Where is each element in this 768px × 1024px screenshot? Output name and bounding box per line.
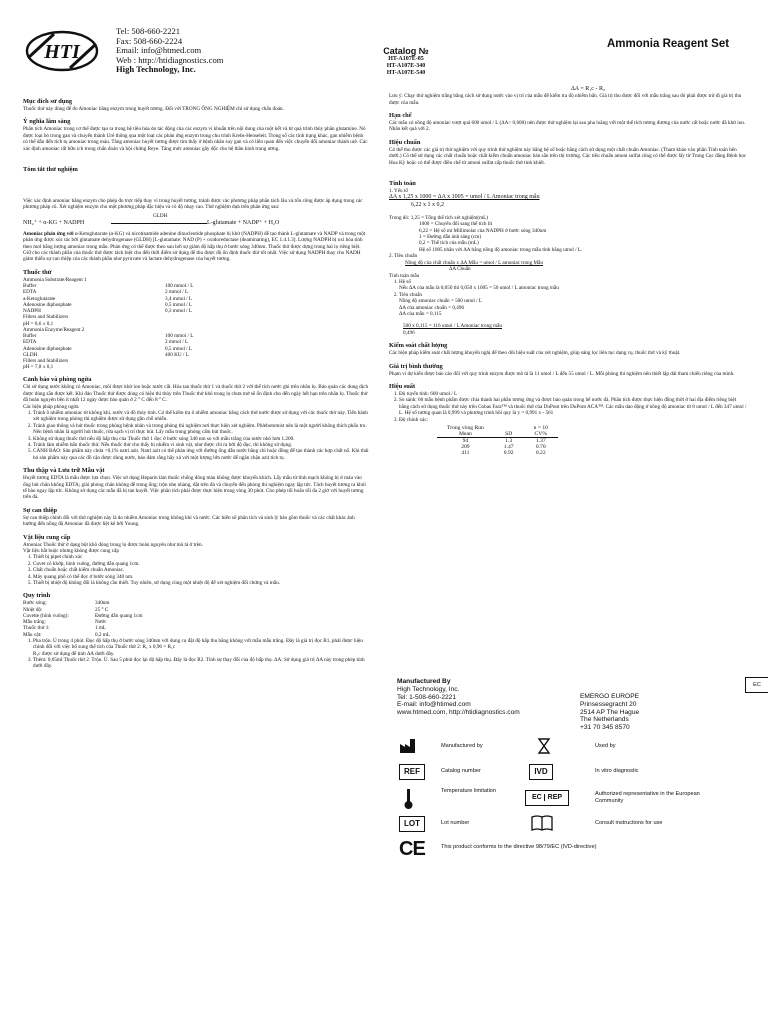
- reagent-name: pH = 8,6 ± 0,1: [23, 320, 54, 327]
- procedure-heading: Quy trình: [23, 592, 51, 600]
- table-header: Trong vòng Run: [447, 425, 484, 432]
- table-row: 94 1.3 1.37: [462, 438, 546, 445]
- ec-rep-symbol: [525, 790, 569, 806]
- hourglass-icon: [537, 738, 551, 754]
- list-item: 2. Tránh giao thông và hút thuốc trong phòng bệnh nhân và trong phòng thí nghiệm nơi thực hiện xét nghiệm. Phlebotomist nên là một người không thích phẩu tro. Nên bệnh nhân là người hút thuốc, rửa sạch vị trí thực hút. Lấy mẫu trong phòng cấm hút thuốc.: [33, 423, 369, 436]
- right-column: [389, 86, 747, 456]
- list-item-note: R₁c được sử dụng để tính ΔA dưới đây.: [33, 650, 115, 657]
- calc-std-denominator: ΔA Chuẩn: [449, 266, 471, 273]
- reagent-name: Fillers and Stabilizers: [23, 314, 69, 321]
- principle-text: α-Ketoglutarate (α-KG) và nicotinamide adenine dinucleotide phosphate bị khử (NADPH) để tạo thành L-glutamate và NADP và trong một phản ứng được xúc tác bởi glutamate dehydrogenase (GLDH) [L-glutamate: NAD (P) + oxidoreductase (deaminating), EC 1.4.1.3]. Lượng NADPH bị oxi hóa tính theo mol bằng lượng amoniac trong mẫu. Phản ứng có thể được theo sau bởi sự giảm độ hấp thụ ở bước sóng 340nm. Thuốc thử được dựng trong hai lọ riêng biệt. Giữ cho các thành phần của thuốc thử được tách biệt cho đến thời điểm sử dụng để thu được độ ổn định thuốc thử tốt nhất. Việc sử dụng NADPH thay cho NADH giảm thiểu sự can thiệp của các thành phần như pyruvate và lactate dehydrogenase của huyết tương.: [23, 230, 366, 263]
- param-value: 340nm: [95, 600, 110, 607]
- factory-icon: [399, 738, 417, 754]
- reagent-value: 0,5 mmol / L: [165, 345, 193, 352]
- list-item: 1. Pha trộn. Ủ trong 4 phút. Đọc độ hấp thụ ở bước sóng 340nm với dung cụ đặt độ hấp thu bằng không với mẫu mẫu trắng. Đây là giá trị đọc R1, phải được hiệu chỉnh đối với việc bổ sung thể tích của Thuốc thử 2: R₁ x 0,96 = R₁c: [33, 638, 369, 651]
- param-value: 0,2 mL: [95, 631, 110, 638]
- reagent-name: EDTA: [23, 339, 37, 346]
- precautions-list: [23, 410, 369, 461]
- materials-heading: Vật liệu cung cấp: [23, 533, 71, 541]
- lot-number-label: Lot number: [441, 820, 470, 826]
- clinical-heading: Ý nghĩa lâm sàng: [23, 118, 71, 126]
- reagent-value: 3,4 mmol / L: [165, 295, 193, 302]
- reagent-name: NADPH: [23, 308, 41, 315]
- lot-symbol: LOT: [399, 816, 425, 832]
- catalog-code: HT-A107E-340: [386, 63, 426, 70]
- calibration-heading: Hiệu chuẩn: [389, 138, 421, 146]
- manufacturer-title: Manufactured By: [397, 678, 451, 685]
- param-value: Nước: [95, 619, 107, 626]
- svg-text:i: i: [541, 821, 543, 828]
- purpose-text: Thuốc thử này dùng để đo Amoniac bằng enzym trong huyết tương. Đối với TRONG ỐNG NGHIỆM chỉ sử dụng chẩn đoán.: [23, 106, 284, 112]
- delta-formula: ΔA = R₁c - R₂: [570, 86, 606, 92]
- param-name: Thuốc thử 1:: [23, 625, 50, 632]
- list-item: 3. Chất chuẩn hoặc chất kiểm chuẩn Amoniac.: [33, 567, 369, 573]
- example-text: Nếu ΔA của mẫu là 0,050 thì 0,050 x 1005 = 50 umol / L amoniac trong mẫu: [399, 285, 559, 292]
- calc-example-list: [389, 279, 747, 317]
- list-item: 1. Thiết bị pipet chính xác: [33, 554, 369, 560]
- calc-where: Trong đó: 1,25 = Tổng thể tích xét nghiệm(mL): [389, 214, 489, 221]
- symbols-legend: [397, 738, 757, 858]
- collection-heading: Thu thập và Lưu trữ Mẫu vật: [23, 467, 105, 475]
- example-title: Tiêu chuẩn: [399, 291, 423, 298]
- calc-formula: ΔA x 1,25 x 1000 = ΔA x 1005 = umol / L Amoniac trong mẫu: [389, 194, 540, 201]
- calc-def: 1 = Đường dẫn ánh sáng (cm): [419, 234, 482, 241]
- calc-step-1: 1. Yếu tố: [389, 188, 408, 195]
- calibration-text: Có thể thu được các giá trị thử nghiệm với quy trình thử nghiệm này bằng hệ số hoặc bằng cách sử dụng một chất chuẩn Amoniac. (Tham khảo vào phần Tính toán bên dưới.) Có thể sử dụng các chất chuẩn hoặc chất kiểm chuẩn amoniac bán sẵn trên thị trường. Các tiêu chuẩn amoni sulfat cũng có thể được lấy từ Trung Cục đăng Bệnh học Hoa Kỳ hoặc có thể được điều chế từ amoni sulfat cấp thuốc thử tinh khiết.: [389, 146, 747, 166]
- calc-def: 1000 = Chuyển đổi sang thể tích lít: [419, 221, 493, 228]
- reagent-name: pH = 7,8 ± 0,1: [23, 364, 54, 371]
- principle-label: Amoniac phản ứng với: [23, 230, 74, 237]
- calc-def: 6,22 = Hệ số mi Millimolar của NADPH ở bước sóng 340nm: [419, 227, 547, 234]
- reagent-name: Adenosine diphosphate: [23, 301, 72, 308]
- calculation-heading: Tính toán: [389, 180, 416, 188]
- list-item: [399, 292, 747, 318]
- consult-label: Consult instructions for use: [595, 820, 663, 826]
- reagent1-title: Ammonia Substrate/Reagent 1: [23, 276, 87, 283]
- reaction: [23, 213, 369, 231]
- summary-text: Việc xác định amoniac bằng enzym cho phép đo trực tiếp thay vì trong huyết tương, tránh được các phương pháp phân tách lâu và tốn công được áp dụng trong các phương pháp cũ. Xét nghiệm enzym cho một phương pháp đặc hiệu và có độ nhạy cao. Thử nghiệm dựa trên phản ứng sau:: [23, 198, 363, 211]
- purpose-heading: Mục đích sử dụng: [23, 98, 73, 105]
- precision-table: [437, 425, 558, 456]
- ec-tab: EC: [745, 677, 768, 693]
- qc-heading: Kiểm soát chất lượng: [389, 342, 448, 350]
- list-item: 3. Không sử dụng thuốc thử nếu độ hấp thụ của Thuốc thử 1 đọc ở bước sóng 340 nm so với mẫu trắng của nước nhỏ hơn 1.200.: [33, 436, 369, 442]
- calc-definitions: [389, 221, 747, 253]
- logo-text: HTI: [44, 41, 80, 63]
- left-column: [23, 98, 369, 670]
- column-header: SD: [505, 431, 513, 438]
- warnings-heading: Cảnh báo và phòng ngừa: [23, 376, 92, 384]
- thermometer-icon: [403, 788, 415, 810]
- reaction-enzyme: GLDH: [153, 212, 168, 219]
- performance-heading: Hiệu suất: [389, 382, 416, 390]
- param-name: Mẫu vật:: [23, 631, 42, 638]
- example-line: ΔA của mẫu = 0,115: [399, 310, 442, 317]
- fax-text: Fax: 508-660-2224: [116, 35, 183, 46]
- list-item: 4. Tránh làm nhiễm bẩn thuốc thử. Nếu thuốc thử cho thấy bị nhiễm vi sinh vật, như được chỉ ra bởi độ đục, thì không sử dụng.: [33, 442, 369, 448]
- param-name: Mẫu trắng:: [23, 619, 46, 626]
- reagent-value: [165, 364, 205, 370]
- collection-text: Huyết tương EDTA là mẫu được lựa chọn. Việc sử dụng Heparin làm thuốc chống đông máu không được khuyến khích. Lấy mẫu từ tĩnh mạch không bị ứ máu vào ống hút chân không EDTA; giải phóng chân không để trong ống; trộn nhẹ nhàng, đặt trên đá và chuyển đến phòng thí nghiệm ngay lập tức. Tách huyết tương ra khỏi tế bào ngay lập tức. Không sử dụng các mẫu đã bị tan huyết. Việc phân tích phải được thực hiện trong vòng 30 phút. Cho phép tối hoãn tối đa 2 giờ với huyết tương trên đá.: [23, 475, 366, 501]
- list-item: 2. So sánh: 60 mẫu bệnh phẩm được chia thành hai phần tương ứng và được bảo quản trong bể nước đá. Phân tích được thực hiện đồng thời ở hai địa điểm riêng biệt bằng cách sử dụng thuốc thử này trên Cobas Fara™ và thuốc thử của DuPont trên DuPont ACA™. Các mẫu dao động ở nồng độ amoniac từ 8 umol / L đến 347 umol / L. Hệ số tương quan là 0,999 và phương trình hồi quy là y = 0,991 x - 561: [399, 397, 747, 416]
- calc-step-2: 2. Tiêu chuẩn: [389, 253, 418, 260]
- performance-list: [389, 391, 747, 423]
- param-name: Cuvette (hình vuông):: [23, 612, 69, 619]
- list-item: 5. Thiết bị nhiệt độ không đổi là không cần thiết. Tuy nhiên, sử dụng cùng một nhiệt độ để xét nghiệm đối chứng và mẫu.: [33, 580, 369, 586]
- param-value: Đường dẫn quang 1cm: [95, 612, 143, 619]
- manufactured-label: Manufactured by: [441, 743, 483, 749]
- qc-text: Các biện pháp kiểm soát chất lượng khuyến nghị để theo dõi hiệu suất của xét nghiệm, giúp sáng lọc liên tục dụng cụ, thuốc thử và kỹ thuật.: [389, 350, 681, 357]
- product-title: Ammonia Reagent Set: [607, 38, 730, 50]
- calc-denominator: 6,22 x 1 x 0,2: [411, 201, 444, 208]
- procedure-table: [23, 600, 154, 637]
- reagent-name: EDTA: [23, 289, 37, 296]
- calc-example-denominator: 0,496: [403, 329, 415, 336]
- note-text: Lưu ý: Chạy thử nghiệm trắng bằng cách sử dụng nước vào vị trí của mẫu để kiểm tra độ nhiễm bẩn. Giá trị thu được đối với mẫu trắng sau đó phải được trừ đi giá trị thu được của mẫu.: [389, 93, 742, 106]
- manufacturer-line: E-mail: info@htimed.com: [397, 701, 471, 709]
- rep-text: REP: [544, 794, 562, 801]
- calc-example-heading: Tính toán mẫu: [389, 272, 420, 279]
- reagent-heading: Thuốc thử: [23, 268, 52, 276]
- reagent-value: 0,5 mmol / L: [165, 301, 193, 308]
- reagent-name: a-Ketoglutarate: [23, 295, 56, 302]
- materials-list: [23, 554, 369, 586]
- column-header: CV%: [534, 431, 547, 438]
- catalog-number-label: Catalog number: [441, 768, 481, 774]
- interference-heading: Sự can thiệp: [23, 506, 58, 514]
- precautions-subheading: Các biện pháp phòng ngừa: [23, 403, 79, 410]
- catalog-title: Catalog №: [383, 46, 429, 56]
- list-item: [399, 279, 747, 292]
- emergo-line: The Netherlands: [580, 716, 629, 724]
- ce-mark: CE: [399, 838, 425, 860]
- list-item: 5. CẢNH BÁO: Sản phẩm này chứa <0,1% natri azit. Natri azit có thể phản ứng với đường ống dẫn nước bằng chì hoặc đồng để tạo thành các hợp chất nổ. Khi thải bỏ sản phẩm này qua các đồ cặn được dùng nước, bảo đảm rằng hãy xả với một lượng lớn nước để ngăn chặn azit tích tụ.: [33, 448, 369, 461]
- catalog-code: HT-A107E-85: [388, 56, 424, 62]
- used-by-label: Used by: [595, 743, 616, 749]
- calc-std-formula: Nồng độ của chất chuẩn x ΔA Mẫu = umol / L amoniac trong Mẫu: [405, 259, 544, 266]
- clinical-text: Phân tích Amoniac trong cơ thể được tạo ra trong hệ tiêu hóa do tác động của các enzym vi khuẩn trên nội dung của ruột kết và từ quá trình thủy phân glutamine. Nó được loại bỏ trong gan và chuyển thành Urê thông qua một loạt các phản ứng enzym trong chu trình Krebs-Henseleit. Trong số các tình trạng khác, gan nhiễm bệnh có thể dẫn đến tích tụ amoniac trong máu. Tăng amoniac huyết tương được tìm thấy ở bệnh nhân suy gan và có liên quan đến việc chuyển đổi amoniac thành urê. Các xác định amoniac rất hữu ích trong chẩn đoán và hội chứng Reye. Tăng mức amoniac gây độc cho hệ thần kinh trung ương.: [23, 126, 368, 152]
- company-name: High Technology, Inc.: [116, 64, 196, 75]
- list-item: 2. Cuvet có khớp, hình vuông, đường dẫn quang 1cm.: [33, 561, 369, 567]
- emergo-line: 2514 AP The Hague: [580, 708, 640, 716]
- example-title: Hệ số: [399, 278, 411, 285]
- catalog-code: HT-A107E-540: [386, 70, 426, 77]
- reaction-left: NH₄⁺ + α-KG + NADPH: [23, 219, 85, 226]
- reagent2-title: Ammonia Enzyme/Reagent 2: [23, 326, 85, 333]
- materials-text: Amoniac Thuốc thử ở dạng bột khô đóng trong lọ được hoàn nguyên như mô tả ở trên.: [23, 541, 203, 548]
- reaction-right: L-glutamate + NADP⁺ + H₂O: [207, 219, 280, 226]
- reagent-value: 2 mmol / L: [165, 289, 189, 296]
- table-header: n = 10: [533, 425, 548, 432]
- reaction-arrow: [111, 223, 207, 224]
- authorized-rep-label: Authorized representative in the European Community: [595, 791, 700, 804]
- email-text: Email: info@htmed.com: [116, 45, 202, 56]
- list-item: 1. Độ tuyến tính: 600 umol / L: [399, 391, 747, 397]
- limitations-heading: Hạn chế: [389, 112, 412, 120]
- ref-symbol: REF: [399, 764, 425, 780]
- catalog-block: [376, 46, 436, 78]
- table-row: 411 0.92 0.22: [461, 450, 546, 457]
- reagent1-table: [23, 283, 205, 326]
- reagent-value: 2 mmol / L: [165, 339, 189, 346]
- calc-def: 0,2 = Thể tích của mẫu (mL): [419, 240, 479, 247]
- reagent-name: GLDH: [23, 351, 38, 358]
- emergo-block: [580, 693, 639, 732]
- list-item: 1. Tránh ô nhiễm amoniac từ không khí, nước và đồ thủy tinh. Có thể kiểm tra ô nhiễm amoniac bằng cách thử nước được sử dụng với các thuốc thử này. Tiến hành xét nghiệm trong phòng thí nghiệm được sử dụng gần chỗ nhiễu.: [33, 410, 369, 423]
- param-name: Nhiệt độ:: [23, 606, 43, 613]
- example-line: Nồng độ amoniac chuẩn = 500 umol / L: [399, 298, 483, 305]
- ce-text: This product conforms to the directive 98/79/EC (IVD-directive): [441, 844, 597, 850]
- ec-text: EC: [531, 794, 542, 801]
- reagent-value: 0,3 mmol / L: [165, 308, 193, 315]
- in-vitro-label: In vitro diagnostic: [595, 768, 639, 774]
- summary-heading: Tóm tắt thử nghiệm: [23, 166, 78, 174]
- manufacturer-line: High Technology, Inc.: [397, 685, 460, 693]
- calc-def: Hệ số 1005 nhân với ΔA bằng nồng độ amoniac trong mẫu tính bằng umol / L.: [419, 246, 583, 253]
- manufacturer-line: www.htmed.com, http://htidiagnostics.com: [397, 709, 520, 717]
- column-header: Mean: [459, 431, 472, 438]
- reagent-value: 400 KU / L: [165, 351, 189, 358]
- tel-text: Tel: 508-660-2221: [116, 26, 181, 36]
- warnings-text: Chỉ sử dụng nước không có Amoniac, môi được khử ion hoặc nước cất. Hóa tan thuốc thử 1 và thuốc thử 2 với thể tích nước ghi trên nhãn lọ. Bảo quản các dung dịch được dùng sẵn được kết. Khi đảo Thuốc thử được dùng có hiệu thì thủy trên Thuốc thử khô trong lọ chưa mở sẽ ổn định cho đến ngày hết hạn trên nhãn lọ. Thuốc thử đã hoàn nguyên bền ít nhất 12 ngày được bảo quản ở 2 ° C đến 8 ° C.: [23, 384, 369, 404]
- emergo-line: Prinsessegracht 20: [580, 700, 637, 708]
- contact-block: [116, 27, 223, 75]
- normal-values-text: Phạm vi dự kiến được báo cáo đối với quy trình enzym được mô tả là 11 umol / L đến 55 umol / L. Mỗi phòng thí nghiệm nên thiết lập dải tham chiếu riêng của mình.: [389, 370, 735, 377]
- temperature-label: Temperature limitation: [441, 788, 497, 794]
- web-text: Web : http://htidiagnostics.com: [116, 54, 224, 65]
- example-line: ΔA của amoniac chuẩn = 0,496: [399, 304, 465, 311]
- reagent-name: Buffer: [23, 333, 37, 340]
- emergo-line: EMERGO EUROPE: [580, 693, 639, 700]
- normal-values-heading: Giá trị bình thường: [389, 362, 443, 370]
- company-logo: [22, 28, 102, 74]
- reagent-name: Adenosine diphosphate: [23, 345, 72, 352]
- emergo-line: +31 70 345 8570: [580, 724, 630, 732]
- materials-required-text: Vật liệu bắt buộc nhưng không được cung cấp: [23, 548, 119, 555]
- param-name: Bước sóng:: [23, 600, 47, 607]
- book-icon: [531, 814, 553, 832]
- reagent-value: 100 mmol / L: [165, 333, 194, 340]
- param-value: 25 ° C: [95, 606, 109, 613]
- reagent-name: Buffer: [23, 283, 37, 290]
- procedure-list: [23, 638, 369, 670]
- list-item: 3. Thêm: 0,05ml Thuốc thử 2. Trộn. Ủ. Sau 5 phút đọc lại độ hấp thụ. Đây là đọc R2. Tính sự thay đổi của độ hấp thụ. ΔA. Sử dụng giá trị ΔA này trong phép tính dưới đây.: [33, 657, 369, 670]
- interference-text: Sự can thiệp chính đối với thử nghiệm này là do nhiễm Amoniac trong không khí và nước. Các biến số phân tích và sinh lý bảo gồm thuốc và các chất khác ảnh hưởng đến nồng độ Amoniac đã được liệt kê bởi Young.: [23, 514, 355, 528]
- ivd-symbol: IVD: [529, 764, 553, 780]
- table-row: 209 1.47 0.70: [461, 444, 546, 451]
- param-value: 1 mL: [95, 625, 107, 632]
- reagent-value: 100 mmol / L: [165, 283, 194, 290]
- reagent-name: Fillers and Stabilizers: [23, 357, 69, 364]
- reagent2-table: [23, 333, 205, 370]
- limitations-text: Các mẫu có nồng độ amoniac vượt quá 600 umol / L (ΔA> 0,600) nên được thử nghiệm lại sau pha loãng với một thể tích tương đương của nước cất hoặc nước đã khử ion. Nhân kết quả với 2.: [389, 120, 746, 133]
- list-item: 4. Máy quang phổ có thể đọc ở bước sóng 340 nm.: [33, 574, 369, 580]
- manufacturer-block: [397, 678, 520, 717]
- manufacturer-line: Tel: 1-508-660-2221: [397, 693, 457, 701]
- calc-example-formula: 500 x 0,115 = 116 umol / L Amoniac trong mẫu: [403, 323, 503, 330]
- list-item: 3. Độ chính xác:: [399, 417, 747, 423]
